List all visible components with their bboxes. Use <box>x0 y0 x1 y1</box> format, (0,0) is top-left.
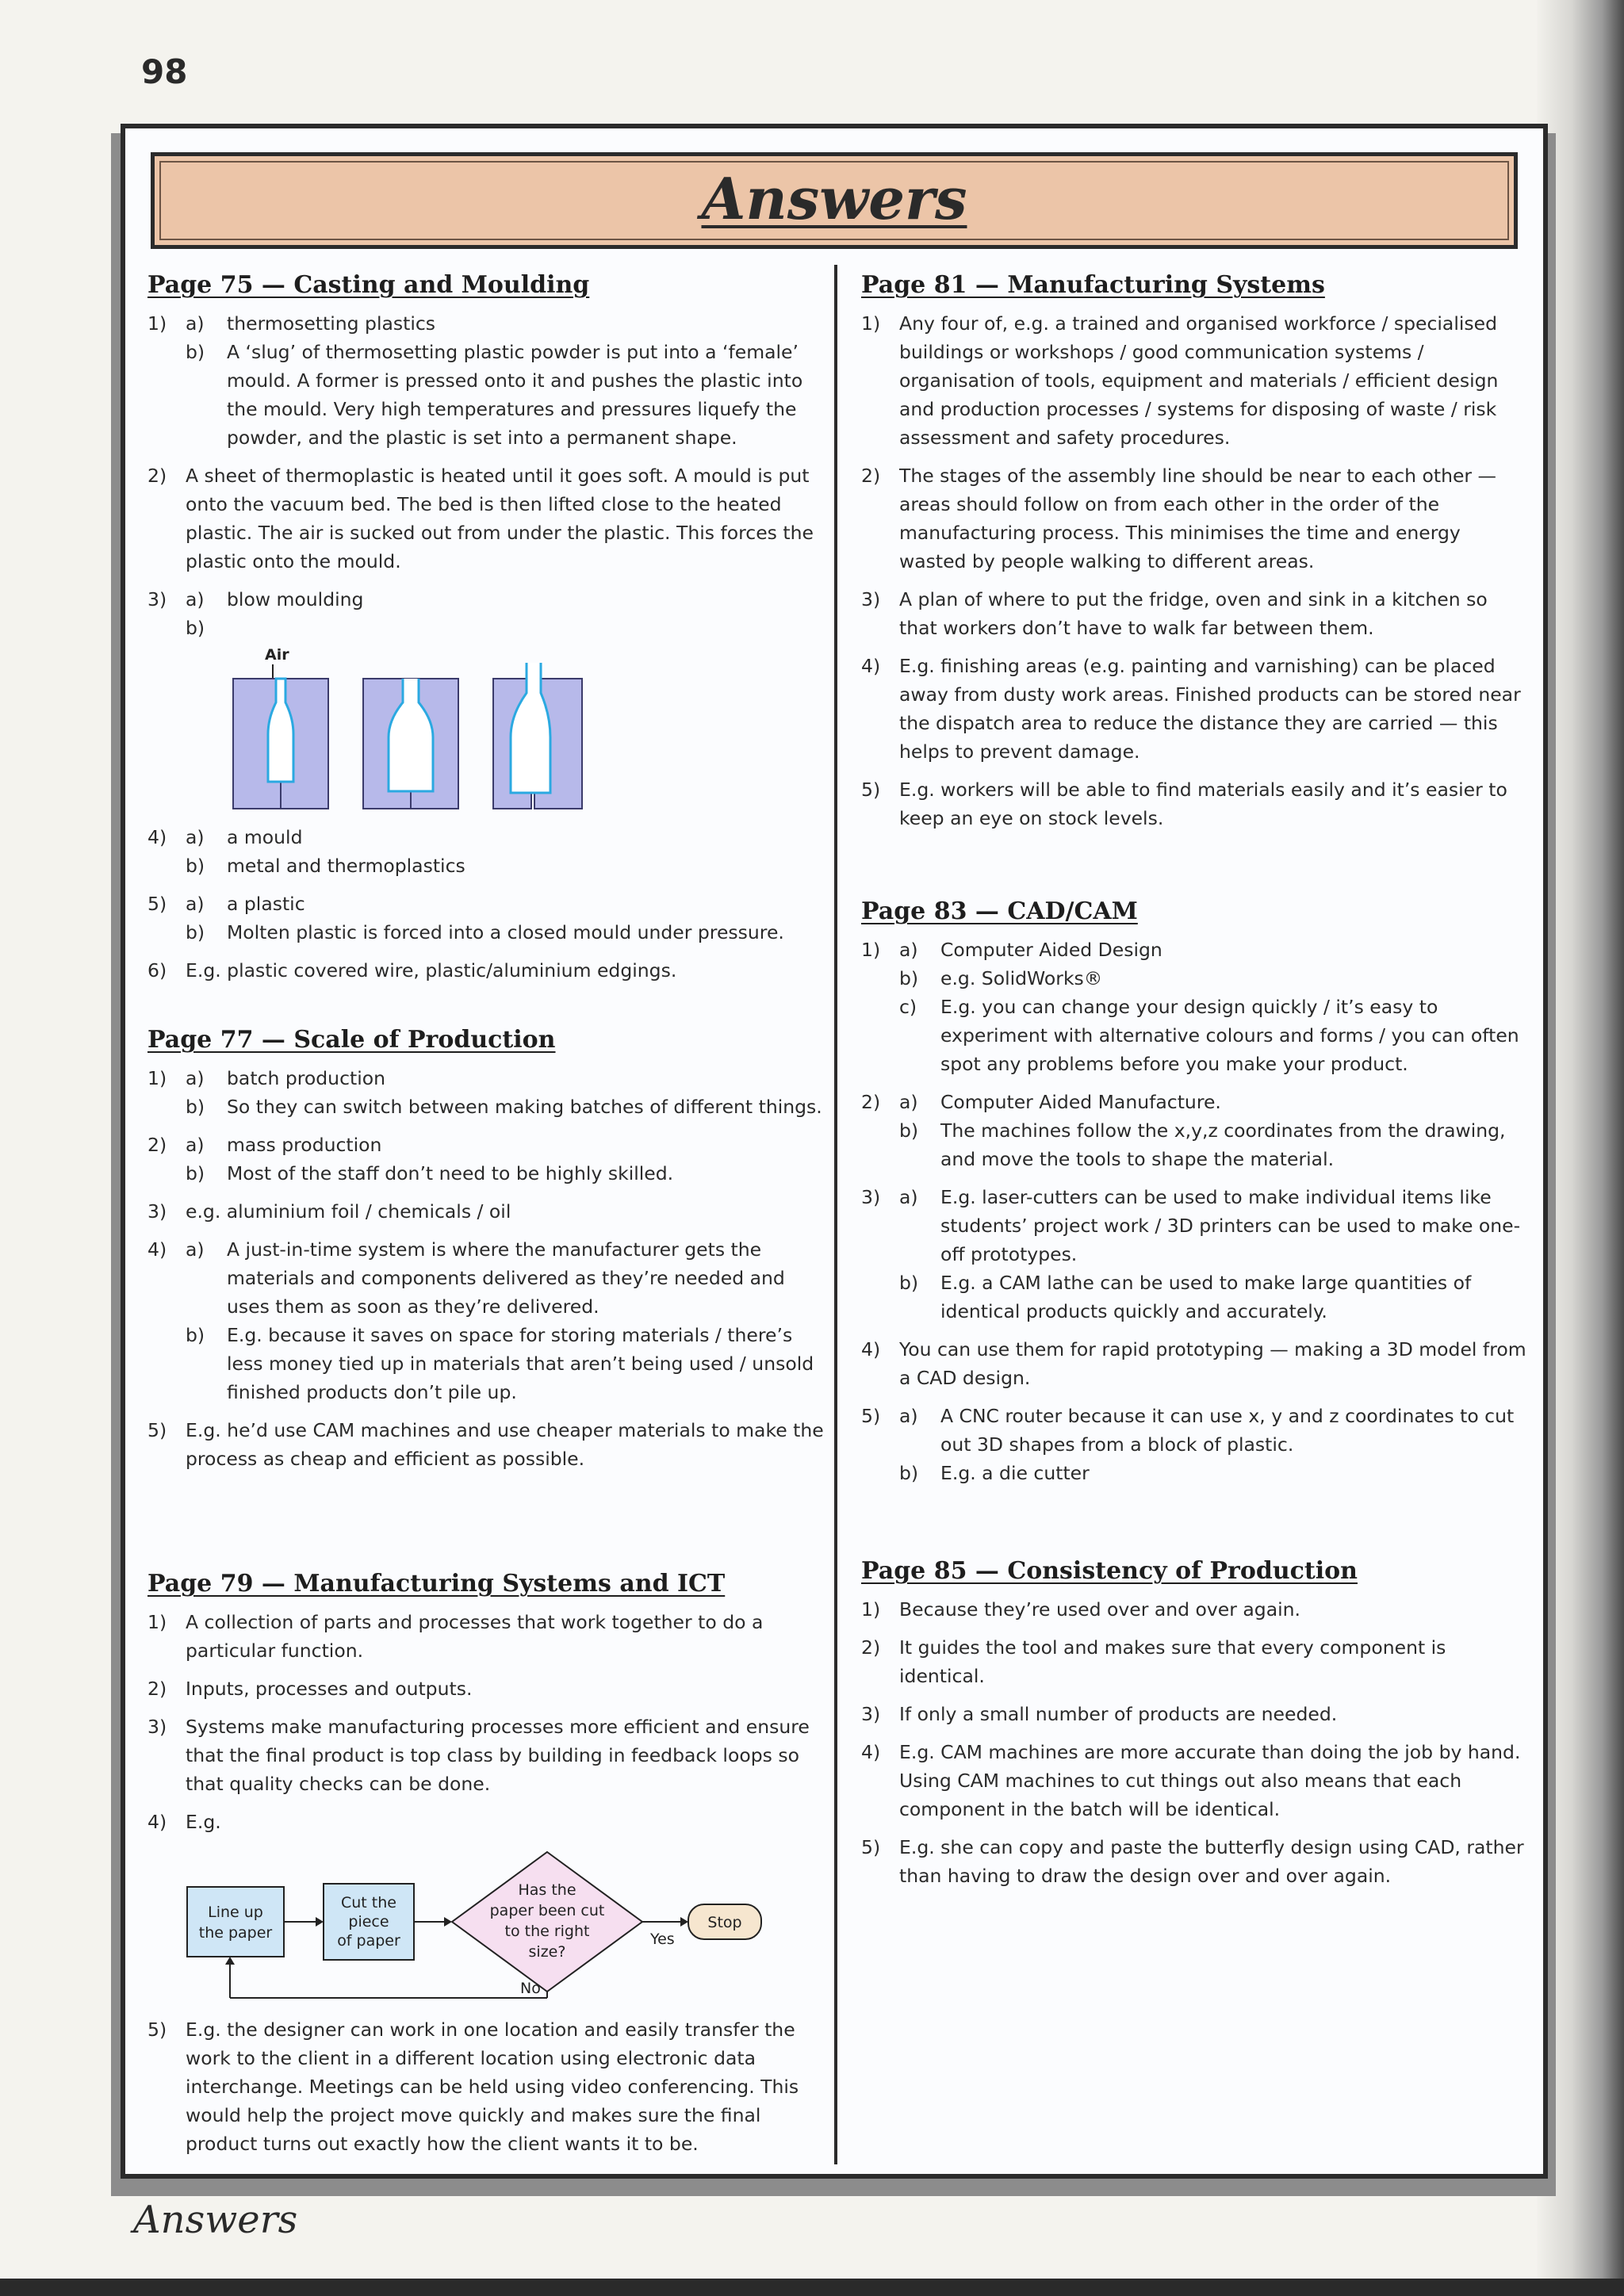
answer-text: A sheet of thermoplastic is heated until it goes soft. A mould is put onto the vacuum bed. The bed is then lifted close to the heated plastic. The air is sucked out from under the plastic. This forces the plastic onto the mould. <box>186 465 814 572</box>
answer-a <box>186 1064 826 1093</box>
question-3 <box>861 1183 1527 1326</box>
sub-label: c) <box>899 996 917 1018</box>
sub-label: a) <box>186 588 205 610</box>
answer-text: A plan of where to put the fridge, oven and sink in a kitchen so that workers don’t have to walk far between them. <box>899 588 1488 639</box>
answer-text: E.g. you can change your design quickly / it’s easy to experiment with alternative colours and forms / you can often spot any problems before you make your product. <box>940 996 1519 1075</box>
question-number: 5) <box>147 893 167 915</box>
page-bottom-edge <box>0 2279 1624 2296</box>
answer-b <box>186 1093 826 1121</box>
answer-a <box>899 936 1527 964</box>
flow-text: of paper <box>337 1932 400 1950</box>
sub-label: a) <box>186 1238 205 1261</box>
banner-inner-border <box>159 161 1509 240</box>
sub-label: a) <box>186 1067 205 1089</box>
question-number: 5) <box>147 1419 167 1441</box>
question-number: 4) <box>861 1741 881 1763</box>
question-5 <box>147 890 826 947</box>
section-consistency-of-production <box>861 1556 1527 1900</box>
question-1 <box>147 309 826 452</box>
answer-text: E.g. workers will be able to find materials easily and it’s easier to keep an eye on stock levels. <box>899 779 1507 829</box>
flow-text: Cut the <box>341 1894 396 1911</box>
answer-a <box>186 823 826 851</box>
question-2 <box>861 1088 1527 1173</box>
answers-banner <box>151 152 1518 249</box>
section-heading: Page 81 — Manufacturing Systems <box>861 271 1325 299</box>
question-4 <box>861 1738 1527 1823</box>
section-manufacturing-systems <box>861 270 1527 842</box>
flow-text: to the right <box>504 1923 590 1940</box>
sub-label: b) <box>186 855 205 877</box>
answer-text: a mould <box>227 826 303 848</box>
answer-text: So they can switch between making batches of different things. <box>227 1096 822 1118</box>
question-number: 5) <box>861 779 881 801</box>
question-number: 2) <box>861 465 881 487</box>
quality-check-flowchart <box>147 1846 798 2004</box>
question-1 <box>147 1608 826 1665</box>
answer-text: batch production <box>227 1067 386 1089</box>
sub-label: b) <box>186 921 205 943</box>
flow-no-label: No <box>520 1980 541 1997</box>
sub-label: b) <box>186 1324 205 1346</box>
question-2 <box>861 1633 1527 1690</box>
answer-text: Computer Aided Manufacture. <box>940 1091 1221 1113</box>
section-heading: Page 75 — Casting and Moulding <box>147 271 590 299</box>
question-number: 4) <box>147 826 167 848</box>
question-4 <box>861 1335 1527 1392</box>
answer-text: Systems make manufacturing processes more efficient and ensure that the final product is top class by building in feedback loops so that quality checks can be done. <box>186 1716 810 1795</box>
answer-text: E.g. laser-cutters can be used to make individual items like students’ project work / 3D printers can be used to make one-off prototypes. <box>940 1186 1521 1265</box>
question-1 <box>861 1595 1527 1624</box>
flow-decision <box>452 1852 642 1992</box>
answer-text: mass production <box>227 1134 382 1156</box>
page-number: 98 <box>141 52 188 91</box>
section-casting-and-moulding <box>147 270 826 994</box>
column-divider <box>834 265 837 2164</box>
question-number: 2) <box>861 1091 881 1113</box>
flow-text: Has the <box>518 1881 576 1899</box>
answer-text: thermosetting plastics <box>227 312 436 335</box>
answer-b <box>186 1321 826 1406</box>
sub-label: b) <box>899 1119 919 1142</box>
answer-text: a plastic <box>227 893 305 915</box>
answer-a <box>899 1183 1527 1269</box>
sub-label: a) <box>186 826 205 848</box>
question-number: 5) <box>861 1405 881 1427</box>
answer-b <box>899 1459 1527 1487</box>
answer-text: A ‘slug’ of thermosetting plastic powder is put into a ‘female’ mould. A former is pressed onto it and pushes the plastic into the mould. Very high temperatures and pressures liquefy the powder, and the plastic is set into a permanent shape. <box>227 341 803 449</box>
question-number: 3) <box>861 588 881 610</box>
answer-a <box>899 1088 1527 1116</box>
section-cad-cam <box>861 896 1527 1497</box>
page-title: Answers <box>701 165 967 232</box>
answer-a <box>186 309 826 338</box>
answer-text: metal and thermoplastics <box>227 855 465 877</box>
flow-text: piece <box>348 1913 389 1931</box>
sub-label: a) <box>186 1134 205 1156</box>
question-number: 5) <box>147 2019 167 2041</box>
answer-text: E.g. she can copy and paste the butterfly design using CAD, rather than having to draw the design over and over again. <box>899 1836 1524 1887</box>
answer-b <box>186 918 826 947</box>
question-4 <box>147 1235 826 1406</box>
answer-b <box>186 338 826 452</box>
question-6 <box>147 956 826 985</box>
sub-label: b) <box>186 617 205 639</box>
question-number: 3) <box>147 1716 167 1738</box>
answer-text: E.g. because it saves on space for storing materials / there’s less money tied up in materials that aren’t being used / unsold finished products don’t pile up. <box>227 1324 814 1403</box>
question-number: 1) <box>147 312 167 335</box>
answer-text: If only a small number of products are needed. <box>899 1703 1338 1725</box>
section-scale-of-production <box>147 1024 826 1483</box>
question-number: 4) <box>861 655 881 677</box>
answer-text: A collection of parts and processes that work together to do a particular function. <box>186 1611 764 1662</box>
answer-text: E.g. the designer can work in one location and easily transfer the work to the client in a different location using electronic data interchange. Meetings can be held using video conferencing. This would help the project move quickly and makes sure the final product turns out exactly how the client wants it to be. <box>186 2019 799 2155</box>
answer-text: e.g. aluminium foil / chemicals / oil <box>186 1200 511 1223</box>
answer-a <box>186 890 826 918</box>
question-5 <box>861 775 1527 832</box>
question-number: 3) <box>147 1200 167 1223</box>
question-number: 2) <box>147 1678 167 1700</box>
flow-text: Line up <box>208 1904 263 1921</box>
question-2 <box>147 461 826 576</box>
answer-b <box>899 964 1527 993</box>
blow-moulding-diagram <box>224 647 604 813</box>
sub-label: b) <box>899 967 919 989</box>
section-manufacturing-systems-and-ict <box>147 1568 826 2168</box>
question-number: 1) <box>147 1611 167 1633</box>
question-5 <box>147 1416 826 1473</box>
answer-text: E.g. he’d use CAM machines and use cheaper materials to make the process as cheap and efficient as possible. <box>186 1419 824 1470</box>
question-3 <box>861 585 1527 642</box>
question-2 <box>861 461 1527 576</box>
sub-label: a) <box>186 893 205 915</box>
section-heading: Page 83 — CAD/CAM <box>861 897 1138 925</box>
question-4 <box>861 652 1527 766</box>
question-number: 3) <box>861 1703 881 1725</box>
question-4 <box>147 1808 826 1836</box>
answer-b <box>186 614 826 642</box>
flow-text: size? <box>528 1943 566 1961</box>
flow-yes-label: Yes <box>650 1931 675 1948</box>
answer-text: Inputs, processes and outputs. <box>186 1678 473 1700</box>
question-number: 1) <box>861 939 881 961</box>
answer-text: E.g. plastic covered wire, plastic/aluminium edgings. <box>186 959 677 982</box>
question-1 <box>147 1064 826 1121</box>
answer-text: The machines follow the x,y,z coordinates from the drawing, and move the tools to shape the material. <box>940 1119 1506 1170</box>
question-3 <box>147 585 826 813</box>
flow-text: paper been cut <box>489 1902 605 1919</box>
sub-label: b) <box>899 1462 919 1484</box>
question-number: 3) <box>861 1186 881 1208</box>
question-1 <box>861 309 1527 452</box>
question-number: 1) <box>147 1067 167 1089</box>
sub-label: a) <box>899 1405 918 1427</box>
question-number: 5) <box>861 1836 881 1858</box>
question-2 <box>147 1674 826 1703</box>
answer-text: Most of the staff don’t need to be highly skilled. <box>227 1162 674 1184</box>
question-number: 4) <box>147 1238 167 1261</box>
question-number: 2) <box>861 1636 881 1659</box>
answer-a <box>186 1131 826 1159</box>
footer-section-label: Answers <box>133 2198 298 2242</box>
question-3 <box>147 1197 826 1226</box>
answer-text: E.g. CAM machines are more accurate than doing the job by hand. Using CAM machines to cut things out also means that each component in the batch will be identical. <box>899 1741 1521 1820</box>
section-heading: Page 85 — Consistency of Production <box>861 1557 1358 1585</box>
answer-text: You can use them for rapid prototyping — making a 3D model from a CAD design. <box>899 1338 1526 1389</box>
answer-b <box>899 1269 1527 1326</box>
question-number: 6) <box>147 959 167 982</box>
answer-b <box>186 851 826 880</box>
air-label: Air <box>265 647 289 664</box>
sub-label: b) <box>186 1096 205 1118</box>
answer-text: E.g. a die cutter <box>940 1462 1090 1484</box>
flow-text: the paper <box>198 1924 273 1942</box>
answer-text: E.g. a CAM lathe can be used to make large quantities of identical products quickly and accurately. <box>940 1272 1472 1322</box>
question-number: 4) <box>861 1338 881 1360</box>
question-1 <box>861 936 1527 1078</box>
answer-text: The stages of the assembly line should be near to each other — areas should follow on from each other in the order of the manufacturing process. This minimises the time and energy wasted by people walking to different areas. <box>899 465 1497 572</box>
question-number: 1) <box>861 312 881 335</box>
answer-a <box>186 1235 826 1321</box>
question-number: 4) <box>147 1811 167 1833</box>
answer-text: A just-in-time system is where the manufacturer gets the materials and components delivered as they’re needed and uses them as soon as they’re delivered. <box>227 1238 785 1318</box>
answer-text: Any four of, e.g. a trained and organised workforce / specialised buildings or workshops / good communication systems / organisation of tools, equipment and materials / efficient design and production processes / systems for disposing of waste / risk assessment and safety procedures. <box>899 312 1499 449</box>
answer-b <box>899 1116 1527 1173</box>
flow-text: Stop <box>707 1914 742 1931</box>
answer-text: Molten plastic is forced into a closed mould under pressure. <box>227 921 784 943</box>
sub-label: a) <box>899 939 918 961</box>
section-heading: Page 79 — Manufacturing Systems and ICT <box>147 1570 726 1598</box>
question-5 <box>861 1402 1527 1487</box>
question-5 <box>147 2015 826 2158</box>
answer-text: Because they’re used over and over again. <box>899 1598 1301 1621</box>
answer-c <box>899 993 1527 1078</box>
question-number: 1) <box>861 1598 881 1621</box>
answer-b <box>186 1159 826 1188</box>
answers-frame <box>121 124 1548 2179</box>
answer-text: It guides the tool and makes sure that every component is identical. <box>899 1636 1446 1687</box>
answer-a <box>899 1402 1527 1459</box>
question-5 <box>861 1833 1527 1890</box>
question-4 <box>147 823 826 880</box>
answer-a <box>186 585 826 614</box>
question-number: 3) <box>147 588 167 610</box>
question-number: 2) <box>147 1134 167 1156</box>
answer-text: blow moulding <box>227 588 364 610</box>
question-number: 2) <box>147 465 167 487</box>
sub-label: b) <box>186 341 205 363</box>
question-3 <box>861 1700 1527 1728</box>
section-heading: Page 77 — Scale of Production <box>147 1026 556 1054</box>
flow-box-line-up <box>187 1887 284 1957</box>
answer-text: E.g. finishing areas (e.g. painting and varnishing) can be placed away from dusty work areas. Finished products can be stored near the dispatch area to reduce the distance they are carried — this helps to prevent damage. <box>899 655 1521 763</box>
answer-text: Computer Aided Design <box>940 939 1162 961</box>
answer-text: e.g. SolidWorks® <box>940 967 1103 989</box>
answer-text: E.g. <box>186 1811 221 1833</box>
sub-label: b) <box>186 1162 205 1184</box>
sub-label: b) <box>899 1272 919 1294</box>
answer-text: A CNC router because it can use x, y and z coordinates to cut out 3D shapes from a block of plastic. <box>940 1405 1515 1456</box>
question-3 <box>147 1712 826 1798</box>
sub-label: a) <box>186 312 205 335</box>
sub-label: a) <box>899 1186 918 1208</box>
question-2 <box>147 1131 826 1188</box>
sub-label: a) <box>899 1091 918 1113</box>
